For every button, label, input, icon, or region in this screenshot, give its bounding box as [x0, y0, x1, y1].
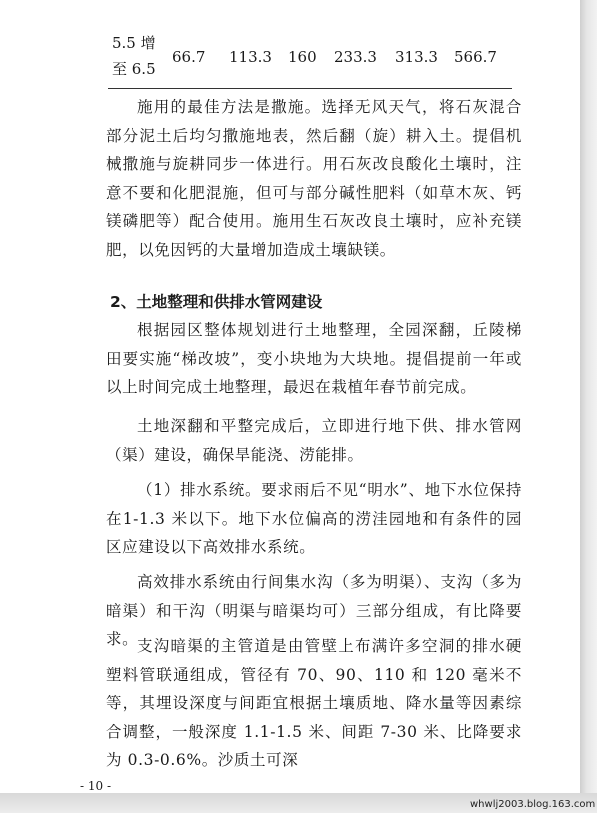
- table-cell: 66.7: [172, 48, 206, 66]
- page-number: - 10 -: [80, 779, 112, 793]
- table-cell: 113.3: [229, 48, 272, 66]
- row-label-line-2: 至 6.5: [112, 60, 156, 78]
- table-cell: 566.7: [454, 48, 497, 66]
- paragraph-drainage-system: （1）排水系统。要求雨后不见“明水”、地下水位保持在1-1.3 米以下。地下水位偏高的涝洼园地和有条件的园区应建设以下高效排水系统。: [106, 481, 522, 557]
- row-label: [112, 30, 162, 82]
- section-heading: 2、土地整理和供排水管网建设: [110, 293, 323, 311]
- paragraph-branch-ditch: 支沟暗渠的主管道是由管壁上布满许多空洞的排水硬塑料管联通组成，管径有 70、90、110 和 120 毫米不等，其埋设深度与间距宜根据土壤质地、降水量等因素综合调整，一般深度 1.1-1.5 米、间距 7-30 米、比降要求为 0.3-0.6%。沙质土可深: [106, 637, 522, 770]
- paragraph-pipe-network: 土地深翻和平整完成后，立即进行地下供、排水管网（渠）建设，确保旱能浇、涝能排。: [106, 417, 522, 464]
- table-cell: 233.3: [334, 48, 377, 66]
- table-bottom-rule: [108, 88, 512, 89]
- page-edge-shadow: [580, 0, 597, 813]
- table-cell: 160: [288, 48, 317, 66]
- paragraph-land-consolidation: 根据园区整体规划进行土地整理，全园深翻，丘陵梯田要实施“梯改坡”，变小块地为大块地。提倡提前一年或以上时间完成土地整理，最迟在栽植年春节前完成。: [106, 321, 522, 397]
- watermark: whwlj2003.blog.163.com: [470, 799, 596, 810]
- row-label-line-1: 5.5 增: [112, 34, 156, 52]
- paragraph-lime-application: 施用的最佳方法是撒施。选择无风天气，将石灰混合部分泥土后均匀撒施地表，然后翻（旋）耕入土。提倡机械撒施与旋耕同步一体进行。用石灰改良酸化土壤时，注意不要和化肥混施，但可与部分碱性肥料（如草木灰、钙镁磷肥等）配合使用。施用生石灰改良土壤时，应补充镁肥，以免因钙的大量增加造成土壤缺镁。: [106, 98, 522, 259]
- paragraph-drainage-composition: 高效排水系统由行间集水沟（多为明渠）、支沟（多为暗渠）和干沟（明渠与暗渠均可）三部分组成，有比降要求。: [106, 573, 522, 649]
- table-cell: 313.3: [395, 48, 438, 66]
- table-row: [112, 30, 512, 88]
